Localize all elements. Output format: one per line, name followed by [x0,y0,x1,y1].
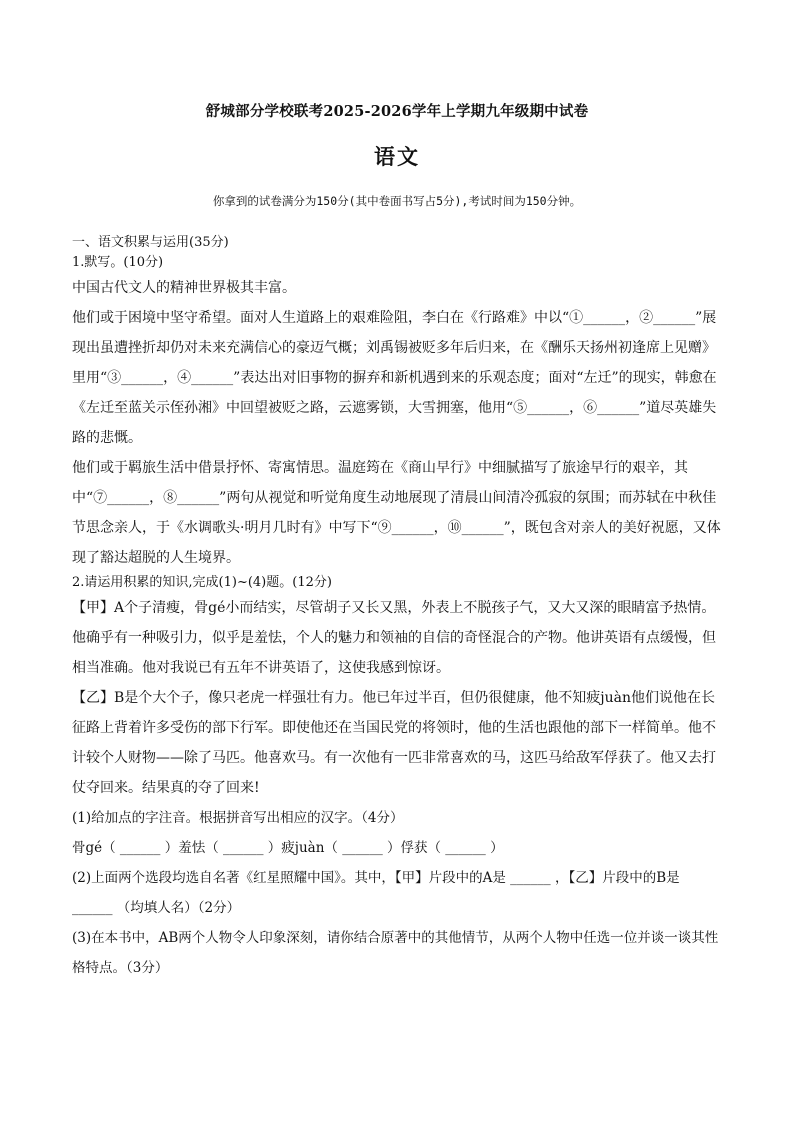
subquestion-1-blanks: 骨gé（ ______ ）羞怯（ ______ ）疲juàn（ ______ ）俘获（ ______ ） [72,840,504,856]
question-1-heading: 1.默写。(10分) [72,255,164,270]
exam-page [72,100,722,983]
section-heading: 一、语文积累与运用(35分) [72,235,229,250]
question-1-paragraph-1: 他们或于困境中坚守希望。面对人生道路上的艰难险阻，李白在《行路难》中以“①______，②______”展现出虽遭挫折却仍对未来充满信心的豪迈气概；刘禹锡被贬多年后归来，在《酬乐天扬州初逢席上见赠》里用“③______，④______”表达出对旧事物的摒弃和新机遇到来的乐观态度；面对“左迁”的现实，韩愈在《左迁至蓝关示侄孙湘》中回望被贬之路，云遮雾锁，大雪拥塞，他用“⑤______，⑥______”道尽英雄失路的悲慨。 [72,310,717,446]
passage-b: 【乙】B是个大个子，像只老虎一样强壮有力。他已年过半百，但仍很健康，他不知疲juàn他们说他在长征路上背着许多受伤的部下行军。即使他还在当国民党的将领时，他的生活也跟他的部下一样简单。他不计较个人财物——除了马匹。他喜欢马。有一次他有一匹非常喜欢的马，这匹马给敌军俘获了。他又去打仗夺回来。结果真的夺了回来! [72,690,716,796]
question-1-paragraph-2: 他们或于羁旅生活中借景抒怀、寄寓情思。温庭筠在《商山早行》中细腻描写了旅途早行的艰辛，其中“⑦______，⑧______”两句从视觉和听觉角度生动地展现了清晨山间清冷孤寂的氛围；而苏轼在中秋佳节思念亲人，于《水调歌头·明月几时有》中写下“⑨______，⑩______”，既包含对亲人的美好祝愿，又体现了豁达超脱的人生境界。 [72,460,721,566]
passage-a: 【甲】A个子清瘦，骨gé小而结实，尽管胡子又长又黑，外表上不脱孩子气，又大又深的眼睛富予热情。他确乎有一种吸引力，似乎是羞怯，个人的魅力和领袖的自信的奇怪混合的产物。他讲英语有点缓慢，但相当准确。他对我说已有五年不讲英语了，这使我感到惊讶。 [72,600,716,676]
subquestion-2: (2)上面两个选段均选自名著《红星照耀中国》。其中，【甲】片段中的A是 ______ ，【乙】片段中的B是 ______ （均填人名）（2分） [72,870,680,916]
subquestion-1: (1)给加点的字注音。根据拼音写出相应的汉字。（4分） [72,810,404,826]
subquestion-3: (3)在本书中，AB两个人物令人印象深刻，请你结合原著中的其他情节，从两个人物中任选一位并谈一谈其性格特点。（3分） [72,930,719,976]
exam-instructions: 你拿到的试卷满分为150分(其中卷面书写占5分),考试时间为150分钟。 [212,194,582,208]
question-1-intro: 中国古代文人的精神世界极其丰富。 [72,280,296,296]
exam-subject: 语文 [374,144,420,169]
exam-title: 舒城部分学校联考2025-2026学年上学期九年级期中试卷 [205,103,589,120]
question-2-heading: 2.请运用积累的知识,完成(1)~(4)题。(12分) [72,575,332,590]
